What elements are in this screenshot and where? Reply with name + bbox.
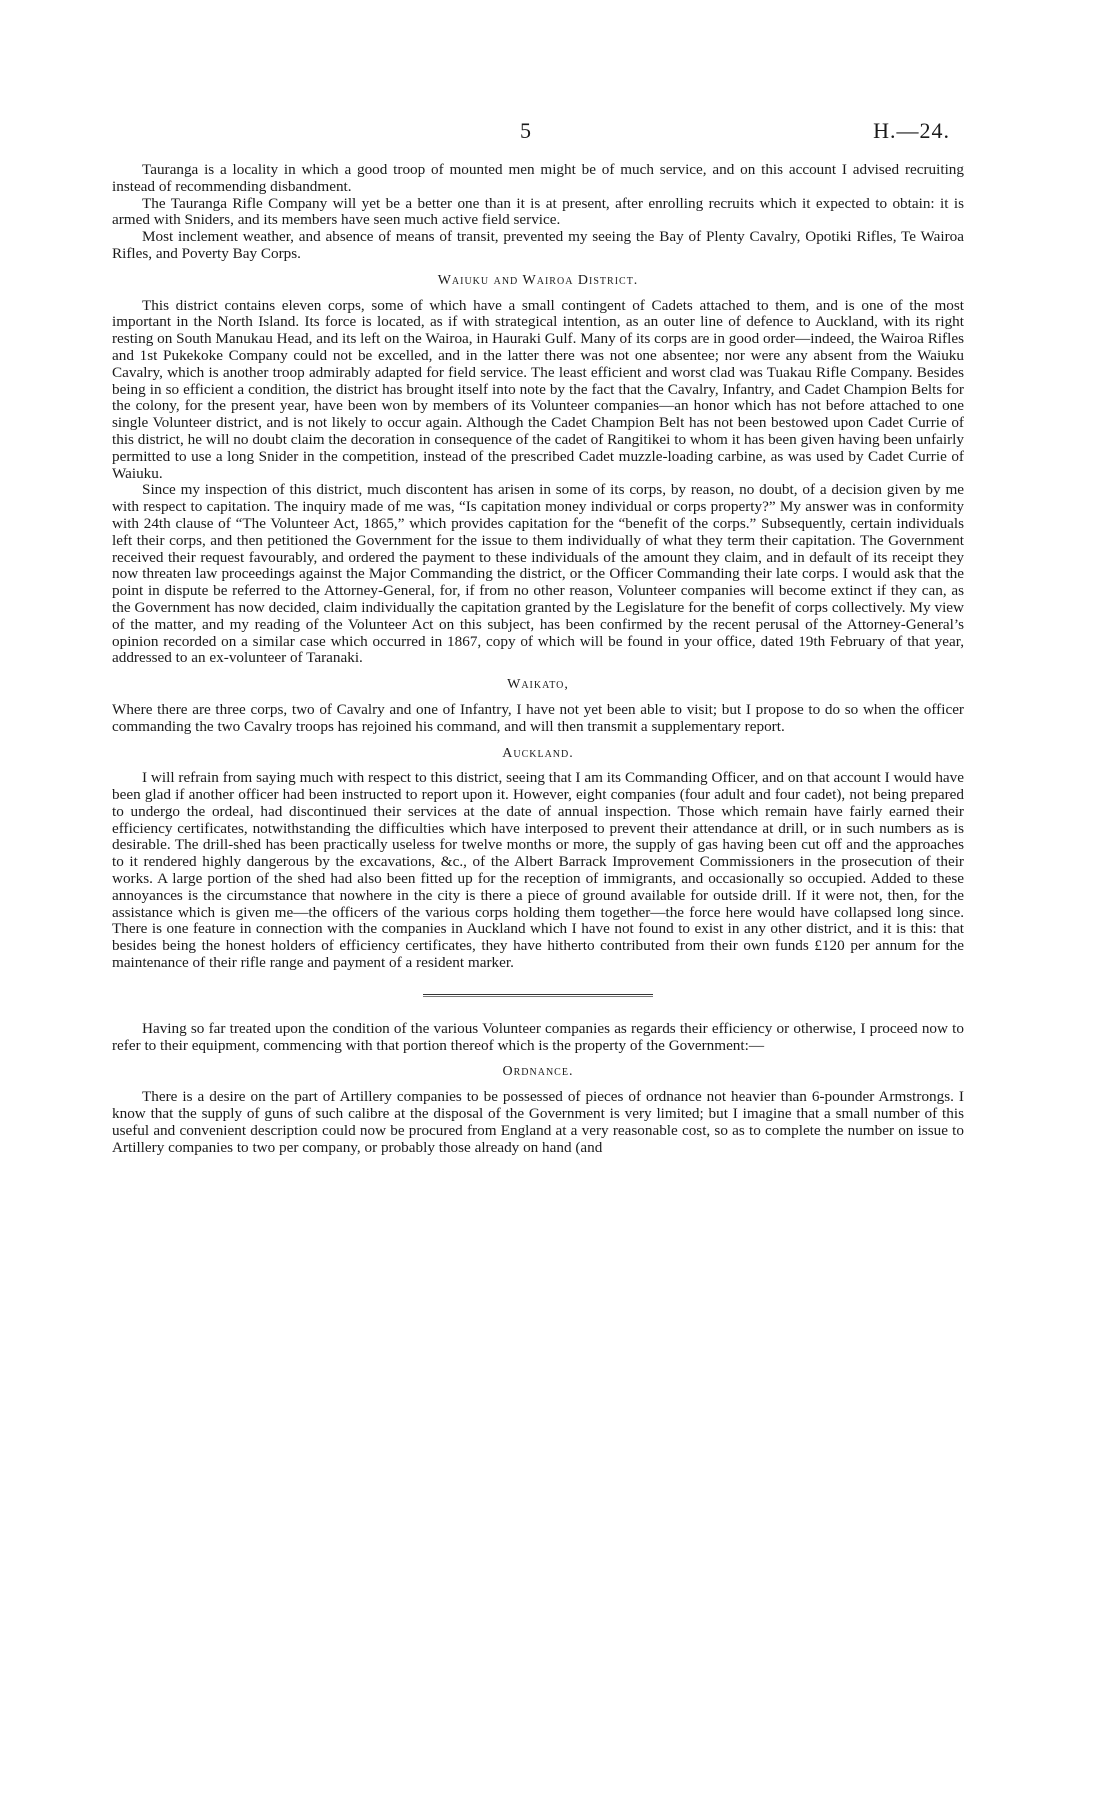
paragraph-tauranga-mounted: Tauranga is a locality in which a good troop of mounted men might be of much service, and on this account I advised recruiting instead of recommending disbandment. — [112, 161, 964, 195]
page-number: 5 — [520, 118, 531, 143]
heading-waikato: Waikato, — [507, 677, 569, 693]
paragraph-inclement-weather: Most inclement weather, and absence of means of transit, prevented my seeing the Bay of Plenty Cavalry, Opotiki Rifles, Te Wairoa Rifles, and Poverty Bay Corps. — [112, 228, 964, 262]
heading-auckland: Auckland. — [502, 745, 574, 761]
document-body — [112, 162, 964, 1156]
paragraph-waikato: Where there are three corps, two of Cavalry and one of Infantry, I have not yet been able to visit; but I propose to do so when the officer commanding the two Cavalry troops has rejoined his command, and will then transmit a supplementary report. — [112, 700, 964, 735]
paragraph-waiuku-district: This district contains eleven corps, some of which have a small contingent of Cadets attached to them, and is one of the most important in the North Island. Its force is located, as if with strategical intention, as an outer line of defence to Auckland, with its right resting on South Manukau Head, and its left on the Wairoa, in Hauraki Gulf. Many of its corps are in good order—indeed, the Wairoa Rifles and 1st Pukekoke Company could not be excelled, and in the latter there was not one absentee; nor were any absent from the Waiuku Cavalry, which is another troop admirably adapted for field service. The least efficient and worst clad was Tuakau Rifle Company. Besides being in so efficient a condition, the district has brought itself into note by the fact that the Cavalry, Infantry, and Cadet Champion Belts for the colony, for the present year, have been won by members of its Volunteer companies—an honor which has not before attached to one single Volunteer district, and is not likely to occur again. Although the Cadet Champion Belt has not been bestowed upon Cadet Currie of this district, he will no doubt claim the decoration in consequence of the cadet of Rangitikei to whom it has been given having been unfairly permitted to use a long Snider in the competition, instead of the prescribed Cadet muzzle-loading carbine, as was used by Cadet Currie of Waiuku. — [112, 296, 964, 482]
paragraph-ordnance: There is a desire on the part of Artillery companies to be possessed of pieces of ordnance not heavier than 6-pounder Armstrongs. I know that the supply of guns of such calibre at the disposal of the Government is very limited; but I imagine that a small number of this useful and convenient description could now be procured from England at a very reasonable cost, so as to complete the number on issue to Artillery companies to two per company, or probably those already on hand (and — [112, 1088, 964, 1156]
heading-ordnance: Ordnance. — [502, 1064, 574, 1080]
paragraph-tauranga-rifle: The Tauranga Rifle Company will yet be a better one than it is at present, after enrolling recruits which it expected to obtain: it is armed with Sniders, and its members have seen much active field service. — [112, 194, 964, 229]
heading-waiuku-wairoa: Waiuku and Wairoa District. — [437, 272, 639, 288]
paragraph-capitation: Since my inspection of this district, much discontent has arisen in some of its corps, by reason, no doubt, of a decision given by me with respect to capitation. The inquiry made of me was, “Is capitation money individual or corps property?” My answer was in conformity with 24th clause of “The Volunteer Act, 1865,” which provides capitation for the “benefit of the corps.” Subsequently, certain individuals left their corps, and then petitioned the Government for the issue to them individually of what they term their capitation. The Government received their request favourably, and ordered the payment to these individuals of the amount they claim, and in default of its receipt they now threaten law proceedings against the Major Commanding the district, or the Officer Commanding their late corps. I would ask that the point in dispute be referred to the Attorney-General, for, if from no other reason, Volunteer companies will become extinct if they can, as the Government has now decided, claim individually the capitation granted by the Legislature for the benefit of corps collectively. My view of the matter, and my reading of the Volunteer Act on this subject, has been confirmed by the recent perusal of the Attorney-General’s opinion recorded on a similar case which occurred in 1867, copy of which will be found in your office, dated 19th February of that year, addressed to an ex-volunteer of Taranaki. — [112, 481, 964, 667]
section-divider — [423, 994, 653, 997]
paragraph-equipment-intro: Having so far treated upon the condition of the various Volunteer companies as regards their efficiency or otherwise, I proceed now to refer to their equipment, commencing with that portion thereof which is the property of the Government:— — [112, 1019, 964, 1054]
document-code: H.—24. — [873, 118, 950, 143]
paragraph-auckland: I will refrain from saying much with respect to this district, seeing that I am its Commanding Officer, and on that account I would have been glad if another officer had been instructed to report upon it. However, eight companies (four adult and four cadet), not being prepared to undergo the ordeal, had discontinued their services at the date of annual inspection. Those which remain have fairly earned their efficiency certificates, notwithstanding the difficulties which have interposed to prevent their attendance at drill, or in such numbers as is desirable. The drill-shed has been practically useless for twelve months or more, the supply of gas having been cut off and the approaches to it rendered highly dangerous by the excavations, &c., of the Albert Barrack Improvement Commissioners in the prosecution of their works. A large portion of the shed had also been fitted up for the reception of immigrants, and occasionally so occupied. Added to these annoyances is the circumstance that nowhere in the city is there a piece of ground available for outside drill. If it were not, then, for the assistance which is given me—the officers of the various corps holding them together—the force here would have collapsed long since. There is one feature in connection with the companies in Auckland which I have not found to exist in any other district, and it is this: that besides being the honest holders of efficiency certificates, they have hitherto contributed from their own funds £120 per annum for the maintenance of their rifle range and payment of a resident marker. — [112, 769, 964, 972]
